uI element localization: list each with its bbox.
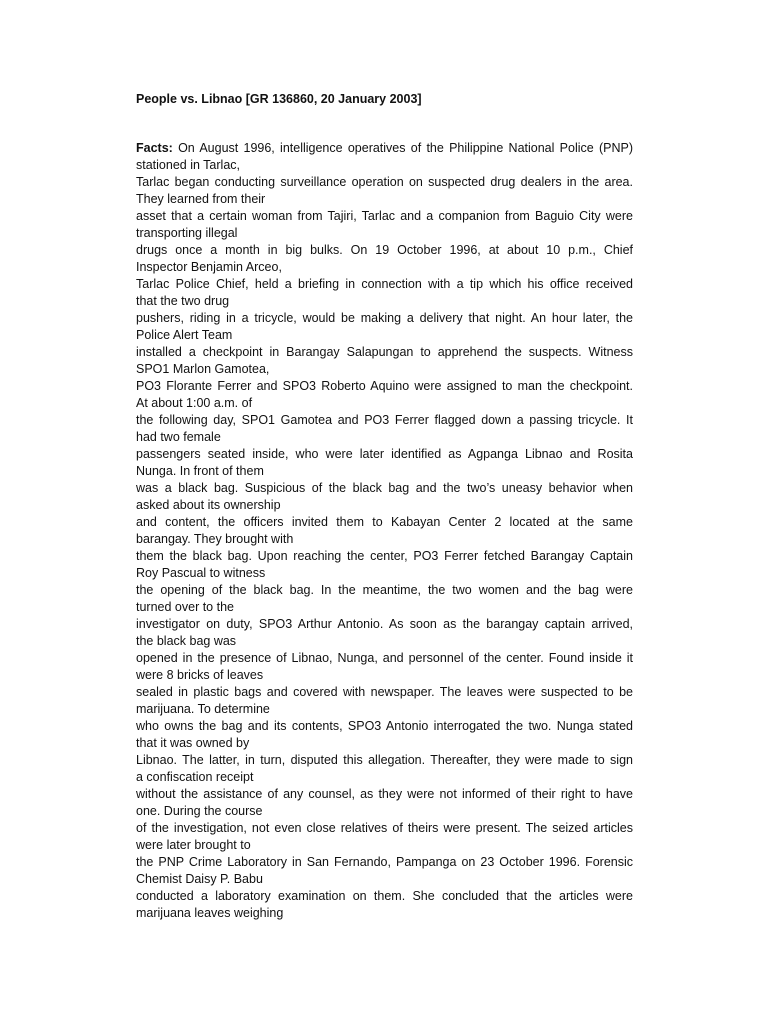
text-line: investigator on duty, SPO3 Arthur Antonio. As soon as the barangay captain arrived, bbox=[136, 617, 633, 631]
text-line: opened in the presence of Libnao, Nunga, and personnel of the center. Found inside it bbox=[136, 651, 633, 665]
text-line: drugs once a month in big bulks. On 19 October 1996, at about 10 p.m., Chief bbox=[136, 243, 633, 257]
text-line: one. During the course bbox=[136, 804, 263, 818]
text-line: Chemist Daisy P. Babu bbox=[136, 872, 263, 886]
text-line: asset that a certain woman from Tajiri, Tarlac and a companion from Baguio City were bbox=[136, 209, 633, 223]
text-line: Inspector Benjamin Arceo, bbox=[136, 260, 282, 274]
text-line: Libnao. The latter, in turn, disputed this allegation. Thereafter, they were made to sign bbox=[136, 753, 633, 767]
text-line: had two female bbox=[136, 430, 221, 444]
text-line: Roy Pascual to witness bbox=[136, 566, 266, 580]
facts-paragraph bbox=[136, 140, 633, 922]
text-line: Police Alert Team bbox=[136, 328, 233, 342]
text-line: passengers seated inside, who were later identified as Agpanga Libnao and Rosita bbox=[136, 447, 633, 461]
text-line: Tarlac began conducting surveillance operation on suspected drug dealers in the area. bbox=[136, 175, 633, 189]
text-line: They learned from their bbox=[136, 192, 266, 206]
text-line-content: On August 1996, intelligence operatives of the Philippine National Police (PNP) bbox=[172, 141, 633, 155]
text-line: the opening of the black bag. In the meantime, the two women and the bag were bbox=[136, 583, 633, 597]
document-title: People vs. Libnao [GR 136860, 20 January 2003] bbox=[136, 92, 422, 106]
text-line: a confiscation receipt bbox=[136, 770, 254, 784]
text-line: sealed in plastic bags and covered with newspaper. The leaves were suspected to be bbox=[136, 685, 633, 699]
text-line: turned over to the bbox=[136, 600, 234, 614]
text-line: SPO1 Marlon Gamotea, bbox=[136, 362, 270, 376]
text-line: without the assistance of any counsel, as they were not informed of their right to have bbox=[136, 787, 633, 801]
text-line: the PNP Crime Laboratory in San Fernando, Pampanga on 23 October 1996. Forensic bbox=[136, 855, 633, 869]
text-line: marijuana leaves weighing bbox=[136, 906, 284, 920]
text-line: asked about its ownership bbox=[136, 498, 281, 512]
text-line: barangay. They brought with bbox=[136, 532, 294, 546]
text-line: transporting illegal bbox=[136, 226, 238, 240]
text-line: marijuana. To determine bbox=[136, 702, 270, 716]
text-line: was a black bag. Suspicious of the black bag and the two’s uneasy behavior when bbox=[136, 481, 633, 495]
text-line: were later brought to bbox=[136, 838, 251, 852]
text-line: the black bag was bbox=[136, 634, 237, 648]
text-line: them the black bag. Upon reaching the center, PO3 Ferrer fetched Barangay Captain bbox=[136, 549, 633, 563]
text-line: the following day, SPO1 Gamotea and PO3 Ferrer flagged down a passing tricycle. It bbox=[136, 413, 633, 427]
text-line: that it was owned by bbox=[136, 736, 250, 750]
text-line: pushers, riding in a tricycle, would be making a delivery that night. An hour later, the bbox=[136, 311, 633, 325]
text-line: PO3 Florante Ferrer and SPO3 Roberto Aquino were assigned to man the checkpoint. bbox=[136, 379, 633, 393]
text-line: were 8 bricks of leaves bbox=[136, 668, 264, 682]
text-line: installed a checkpoint in Barangay Salapungan to apprehend the suspects. Witness bbox=[136, 345, 633, 359]
text-line: who owns the bag and its contents, SPO3 Antonio interrogated the two. Nunga stated bbox=[136, 719, 633, 733]
text-line: Nunga. In front of them bbox=[136, 464, 264, 478]
text-line: conducted a laboratory examination on them. She concluded that the articles were bbox=[136, 889, 633, 903]
text-line: At about 1:00 a.m. of bbox=[136, 396, 253, 410]
text-line: stationed in Tarlac, bbox=[136, 158, 240, 172]
facts-label: Facts: bbox=[136, 141, 173, 155]
text-line: of the investigation, not even close relatives of theirs were present. The seized articles bbox=[136, 821, 633, 835]
text-line bbox=[136, 140, 633, 157]
text-line: and content, the officers invited them to Kabayan Center 2 located at the same bbox=[136, 515, 633, 529]
text-line: Tarlac Police Chief, held a briefing in connection with a tip which his office received bbox=[136, 277, 633, 291]
text-line: that the two drug bbox=[136, 294, 230, 308]
